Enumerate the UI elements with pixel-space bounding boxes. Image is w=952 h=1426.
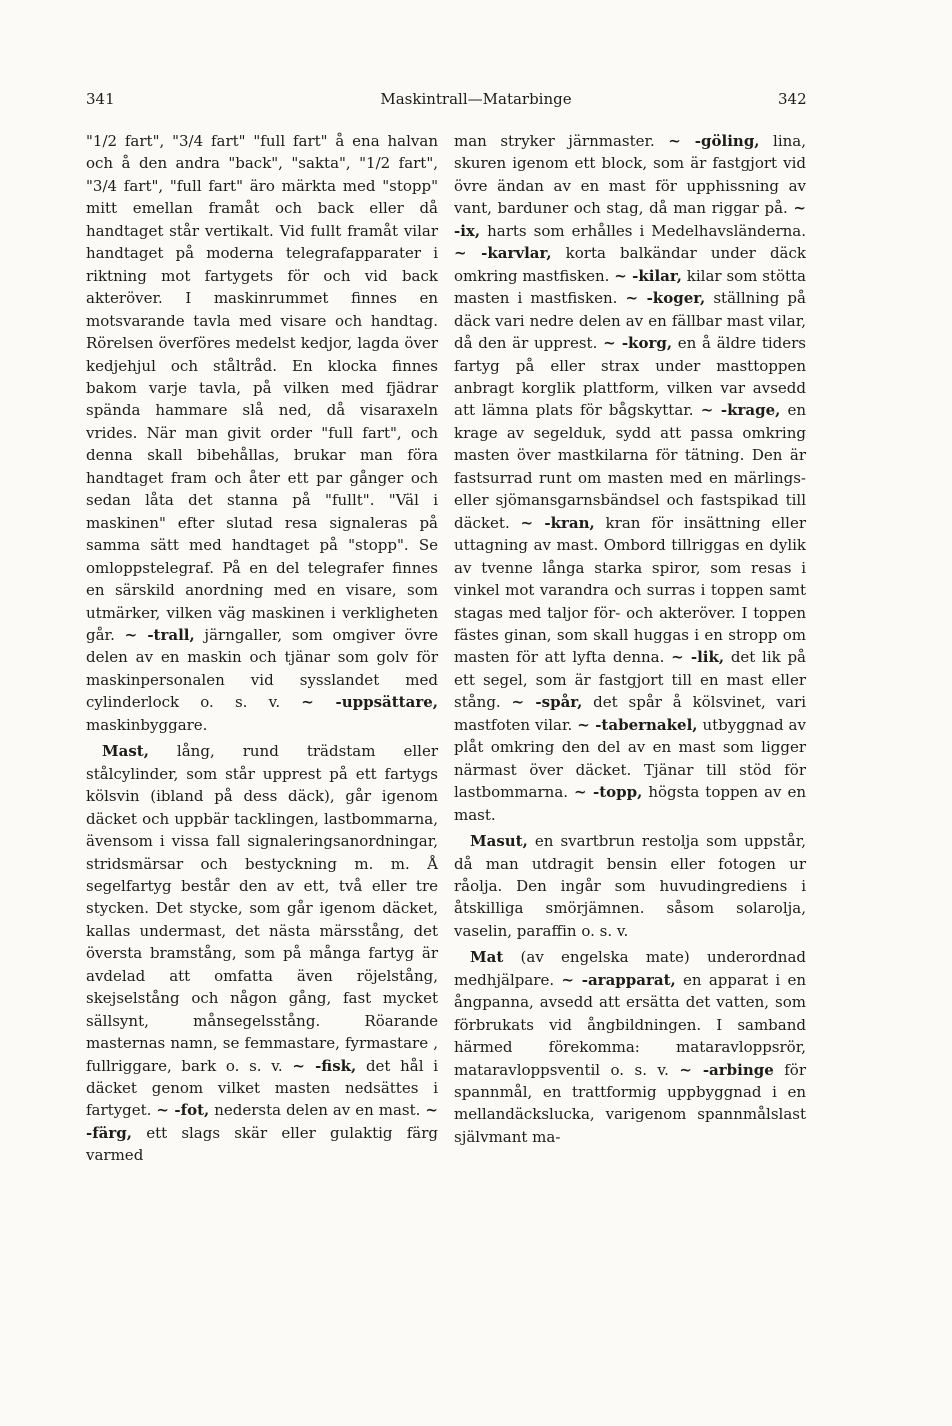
page-header — [0, 90, 952, 114]
headword: -topp, — [586, 783, 643, 802]
headword: -uppsättare, — [313, 693, 438, 712]
headword: -krage, — [713, 401, 781, 420]
page-number-left: 341 — [86, 90, 115, 108]
tilde-mark: ~ — [561, 970, 574, 989]
entry-maskintelegraf-continuation: "1/2 fart", "3/4 fart" "full fart" å ena halvan och å den andra "back", "sakta", "1/2 fart", "3/4 fart", "full fart" äro märkta med "stopp" mitt emellan framåt och back eller då handtaget står vertikalt. Vid fullt framåt vilar handtaget på moderna telegrafapparater i riktning mot fartygets för och vid back akteröver. I maskinrummet finnes en motsvarande tavla med visare och handtag. Rörelsen överföres medelst kedjor, lagda över kedjehjul och ståltråd. En klocka finnes bakom varje tavla, på vilken med fjädrar spända hammare slå ned, då visaraxeln vrides. När man givit order "full fart", och denna skall bibehållas, brukar man föra handtaget fram och åter ett par gånger och sedan låta det stanna på "fullt". "Väl i maskinen" efter slutad resa signaleras på samma sätt med handtaget på "stopp". Se omloppstelegraf. På en del telegrafer finnes en särskild anordning med en visare, som utmärker, vilken väg maskinen i verkligheten går. ~ -trall, järngaller, som omgiver övre delen av en maskin och tjänar som golv för maskinpersonalen vid sysslandet med cylinderlock o. s. v. ~ -uppsättare, maskinbyggare. — [86, 132, 439, 734]
headword: -ix, — [454, 221, 481, 240]
tilde-mark: ~ — [574, 783, 587, 802]
headword: -lik, — [683, 648, 725, 667]
tilde-mark: ~ — [301, 693, 314, 712]
tilde-mark: ~ — [156, 1101, 169, 1120]
tilde-mark: ~ — [577, 715, 590, 734]
headword: -koger, — [638, 289, 706, 308]
tilde-mark: ~ — [679, 1060, 692, 1079]
tilde-mark: ~ — [625, 289, 639, 308]
tilde-mark: ~ — [793, 199, 806, 218]
headword: -kran, — [533, 513, 595, 532]
tilde-mark: ~ — [454, 244, 467, 263]
headword: -arapparat, — [573, 970, 676, 989]
page-number-right: 342 — [778, 90, 807, 108]
right-column — [454, 130, 806, 1148]
tilde-mark: ~ — [124, 625, 138, 644]
entry-masut: Masut, en svartbrun restolja som uppstår, då man utdragit bensin eller fotogen ur råolja. Den ingår som huvudingrediens i åtskilliga smörjämnen. såsom solarolja, vaselin, paraffin o. s. v. — [454, 832, 806, 940]
tilde-mark: ~ — [700, 401, 714, 420]
headword: -färg, — [86, 1123, 133, 1142]
tilde-mark: ~ — [603, 334, 616, 353]
tilde-mark: ~ — [614, 266, 627, 285]
headword: -tabernakel, — [589, 715, 698, 734]
headword: -arbinge — [691, 1060, 774, 1079]
headword: -karvlar, — [466, 244, 552, 263]
headword: Masut, — [470, 832, 528, 851]
tilde-mark: ~ — [671, 648, 684, 667]
running-title: Maskintrall—Matarbinge — [380, 90, 572, 108]
headword: -spår, — [524, 693, 583, 712]
left-column — [86, 130, 438, 1167]
entry-mast-continuation: man stryker järnmaster. ~ -göling, lina, skuren igenom ett block, som är fastgjort vid övre ändan av en mast för upphissning av vant, barduner och stag, då man riggar på. ~ -ix, harts som erhålles i Medelhavsländerna. ~ -karvlar, korta balkändar under däck omkring mastfisken. ~ -kilar, kilar som stötta masten i mastfisken. ~ -koger, ställning på däck vari nedre delen av en fällbar mast vilar, då den är upprest. ~ -korg, en å äldre tiders fartyg på eller strax under masttoppen anbragt korglik plattform, vilken var avsedd att lämna plats för bågskyttar. ~ -krage, en krage av segelduk, sydd att passa omkring masten över mastkilarna för tätning. Den är fastsurrad runt om masten med en märlings- eller sjömansgarnsbändsel och fastspikad till däcket. ~ -kran, kran för insättning eller uttagning av mast. Ombord tillriggas en dylik av tvenne långa starka spiror, som resas i vinkel mot varandra och surras i toppen samt stagas med taljor för- och akteröver. I toppen fästes ginan, som skall huggas i en stropp om masten för att lyfta denna. ~ -lik, det lik på ett segel, som är fastgjort till en mast eller stång. ~ -spår, det spår å kölsvinet, vari mastfoten vilar. ~ -tabernakel, utbyggnad av plåt omkring den del av en mast som ligger närmast över däcket. Tjänar till stöd för lastbommarna. ~ -topp, högsta toppen av en mast. — [454, 132, 807, 824]
tilde-mark: ~ — [520, 513, 534, 532]
headword: -göling, — [680, 132, 760, 150]
tilde-mark: ~ — [668, 132, 681, 150]
headword: -korg, — [615, 334, 673, 353]
headword: -fisk, — [304, 1056, 357, 1075]
headword: -trall, — [137, 625, 195, 644]
tilde-mark: ~ — [292, 1056, 305, 1075]
headword: -kilar, — [626, 266, 682, 285]
headword: -fot, — [169, 1101, 210, 1120]
tilde-mark: ~ — [425, 1101, 438, 1120]
entry-mat: Mat (av engelska mate) underordnad medhjälpare. ~ -arapparat, en apparat i en ångpanna, avsedd att ersätta det vatten, som förbrukats vid ångbildningen. I samband härmed förekomma: mataravloppsrör, mataravloppsventil o. s. v. ~ -arbinge för spannmål, en trattformig uppbyggnad i en mellandäckslucka, varigenom spannmålslast självmant ma- — [454, 948, 806, 1146]
headword: Mast, — [102, 742, 149, 761]
entry-mast: Mast, lång, rund trädstam eller stålcylinder, som står upprest på ett fartygs kölsvin (ibland på dess däck), går igenom däcket och uppbär tacklingen, lastbommarna, ävensom i vissa fall signaleringsanordningar, stridsmärsar och bestyckning m. m. Å segelfartyg består den av ett, två eller tre stycken. Det stycke, som går igenom däcket, kallas undermast, det nästa märsstång, det översta bramstång, som på många fartyg är avdelad att omfatta även röjelstång, skejselstång och någon gång, fast mycket sällsynt, månsegelsstång. Röarande masternas namn, se femmastare, fyrmastare , fullriggare, bark o. s. v. ~ -fisk, det hål i däcket genom vilket masten nedsättes i fartyget. ~ -fot, nedersta delen av en mast. ~ -färg, ett slags skär eller gulaktig färg varmed — [86, 742, 438, 1165]
headword: Mat — [470, 948, 504, 967]
tilde-mark: ~ — [511, 693, 525, 712]
